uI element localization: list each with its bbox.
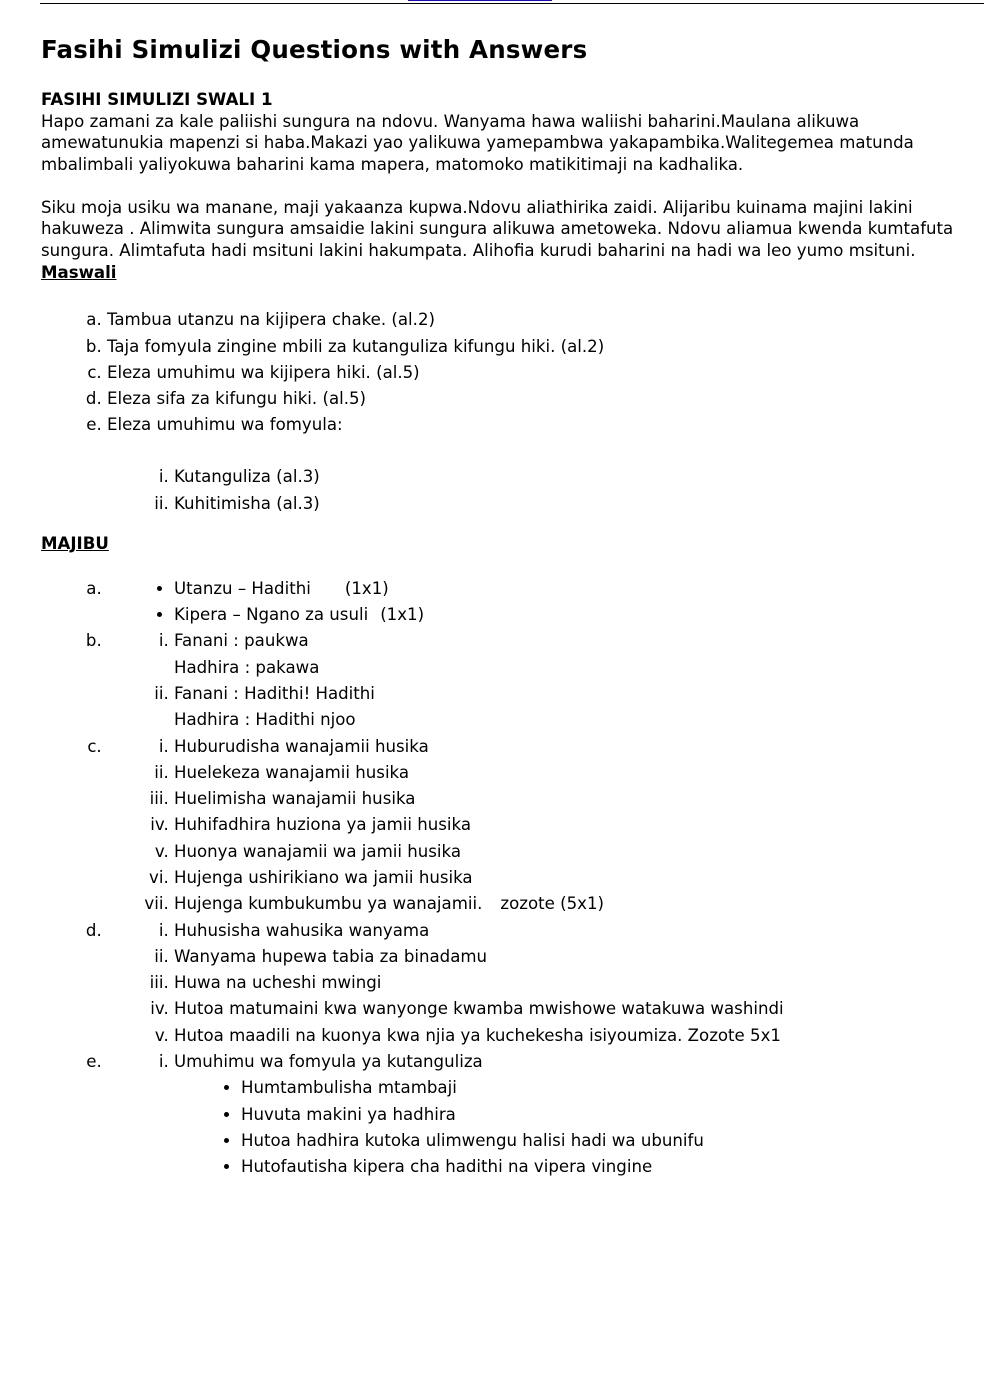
list-item: • Hutoa hadhira kutoka ulimwengu halisi hadi wa ubunifu	[241, 1128, 971, 1154]
answer-a	[107, 576, 971, 629]
list-item: vi. Hujenga ushirikiano wa jamii husika	[174, 865, 971, 891]
list-item: i. b. Fanani : paukwa Hadhira : pakawa	[174, 628, 971, 681]
question-d: d. Eleza sifa za kifungu hiki. (al.5)	[107, 386, 971, 412]
list-item: i. c. Huburudisha wanajamii husika	[174, 734, 971, 760]
list-item: v. Huonya wanajamii wa jamii husika	[174, 839, 971, 865]
question-a: a. Tambua utanzu na kijipera chake. (al.2)	[107, 307, 971, 333]
list-item: vii. Hujenga kumbukumbu ya wanajamii. zozote (5x1)	[174, 891, 971, 917]
list-item: • Huvuta makini ya hadhira	[241, 1102, 971, 1128]
list-item: i. e. Umuhimu wa fomyula ya kutanguliza • Humtambulisha mtambaji • Huvuta makini ya hadhira • Hutoa hadhira kutoka ulimwengu halisi hadi wa ubunifu • Hutofautisha kipera cha hadithi na vipera vingine	[174, 1049, 971, 1180]
answer-e-bullets	[174, 1075, 971, 1180]
list-item: iii. Huelimisha wanajamii husika	[174, 786, 971, 812]
question-e-text: Eleza umuhimu wa fomyula:	[107, 415, 343, 435]
story-paragraph-2: Siku moja usiku wa manane, maji yakaanza kupwa.Ndovu aliathirika zaidi. Alijaribu kuinama majini lakini hakuweza . Alimwita sungura amsaidie lakini sungura alikuwa ametoweka. Ndovu aliamua kwenda kumtafuta sungura. Alimtafuta hadi msituni lakini hakumpata. Alihofia kurudi baharini na hadi wa leo yumo msituni.	[41, 197, 954, 261]
list-item: • Kipera – Ngano za usuli (1x1)	[174, 602, 971, 628]
list-item: • a. Utanzu – Hadithi (1x1)	[174, 576, 971, 602]
answer-e	[107, 1049, 971, 1180]
questions-list	[41, 307, 971, 516]
answer-e-items	[107, 1049, 971, 1180]
answers-list	[41, 576, 971, 1181]
question-c: c. Eleza umuhimu wa kijipera hiki. (al.5)	[107, 360, 971, 386]
list-item: i. d. Huhusisha wahusika wanyama	[174, 918, 971, 944]
answer-a-items	[107, 576, 971, 629]
answer-b	[107, 628, 971, 733]
answer-d	[107, 918, 971, 1049]
list-item: v. Hutoa maadili na kuonya kwa njia ya kuchekesha isiyoumiza. Zozote 5x1	[174, 1023, 971, 1049]
page-title: Fasihi Simulizi Questions with Answers	[41, 35, 588, 64]
question-e-parts	[107, 463, 971, 517]
list-item: iv. Hutoa matumaini kwa wanyonge kwamba mwishowe watakuwa washindi	[174, 996, 971, 1022]
majibu-heading: MAJIBU	[41, 533, 109, 553]
list-item: • Hutofautisha kipera cha hadithi na vipera vingine	[241, 1154, 971, 1180]
list-item: ii. Wanyama hupewa tabia za binadamu	[174, 944, 971, 970]
list-item: ii. Huelekeza wanajamii husika	[174, 760, 971, 786]
question-e-part: i. Kutanguliza (al.3)	[174, 463, 971, 490]
story-paragraph-1: Hapo zamani za kale paliishi sungura na ndovu. Wanyama hawa waliishi baharini.Maulana alikuwa amewatunukia mapenzi si haba.Makazi yao yalikuwa yamepambwa yakapambika.Walitegemea matunda mbalimbali yaliyokuwa baharini kama mapera, matomoko matikitimaji na kadhalika.	[41, 111, 914, 174]
answer-c-items	[107, 734, 971, 918]
list-item: • Humtambulisha mtambaji	[241, 1075, 971, 1101]
document-content	[41, 33, 971, 1181]
answer-b-items	[107, 628, 971, 733]
answer-d-items	[107, 918, 971, 1049]
list-item: ii. Fanani : Hadithi! Hadithi Hadhira : Hadithi njoo	[174, 681, 971, 734]
list-item: iv. Huhifadhira huziona ya jamii husika	[174, 812, 971, 838]
list-item: iii. Huwa na ucheshi mwingi	[174, 970, 971, 996]
answer-c	[107, 734, 971, 918]
question-b: b. Taja fomyula zingine mbili za kutanguliza kifungu hiki. (al.2)	[107, 334, 971, 360]
top-rule	[40, 3, 984, 4]
question-e-part: ii. Kuhitimisha (al.3)	[174, 490, 971, 517]
question-e	[107, 412, 971, 516]
top-link-underline[interactable]	[408, 0, 552, 1]
swali-heading: FASIHI SIMULIZI SWALI 1	[41, 90, 273, 109]
maswali-heading: Maswali	[41, 262, 117, 282]
